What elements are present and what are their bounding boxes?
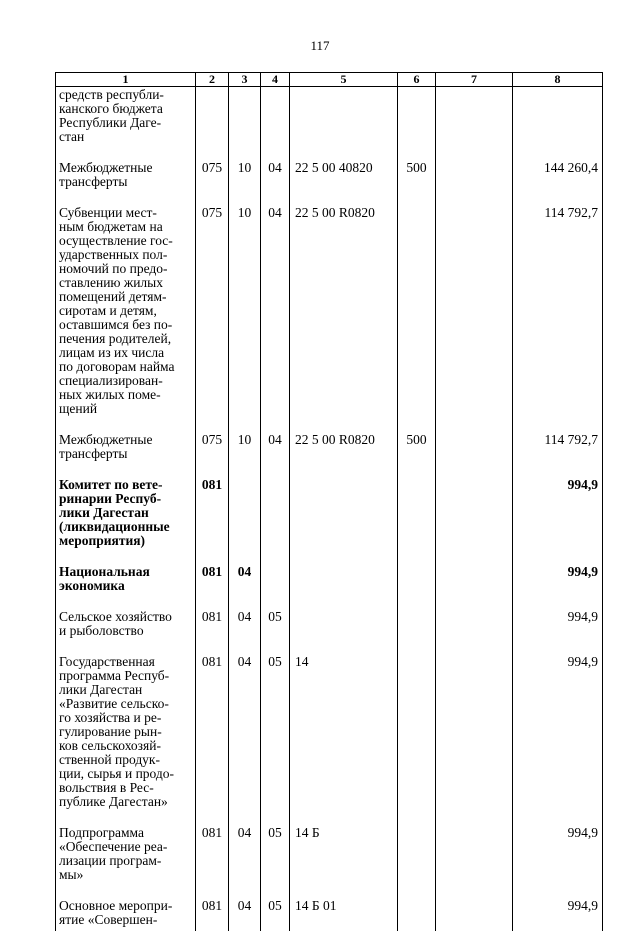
- cell-target-article: 14 Б 01: [290, 897, 398, 931]
- cell-ministry-code: [196, 87, 229, 160]
- budget-table: [55, 72, 603, 931]
- cell-amount: [513, 87, 603, 160]
- cell-amount: 994,9: [513, 897, 603, 931]
- cell-name-line: средств республи-: [59, 88, 193, 102]
- cell-section: 10: [229, 204, 261, 431]
- cell-ministry-code: 081: [196, 653, 229, 824]
- cell-target-article: 14: [290, 653, 398, 824]
- cell-subsection: 04: [261, 159, 290, 204]
- cell-expense-type: [398, 204, 436, 431]
- cell-amount: 994,9: [513, 608, 603, 653]
- cell-expense-type: [398, 653, 436, 824]
- cell-subsection: 05: [261, 897, 290, 931]
- cell-name-line: ставлению жилых: [59, 276, 193, 290]
- cell-name-line: помещений детям-: [59, 290, 193, 304]
- cell-name-line: лики Дагестан: [59, 683, 193, 697]
- cell-col-7: [436, 653, 513, 824]
- cell-name-line: Подпрограмма: [59, 826, 193, 840]
- cell-name-line: стан: [59, 130, 193, 144]
- cell-col-7: [436, 431, 513, 476]
- cell-name-line: мы»: [59, 868, 193, 882]
- cell-ministry-code: 081: [196, 824, 229, 897]
- cell-name-line: вольствия в Рес-: [59, 781, 193, 795]
- cell-name-line: мероприятия): [59, 534, 193, 548]
- cell-expense-type: 500: [398, 431, 436, 476]
- cell-expense-type: [398, 608, 436, 653]
- cell-section: 04: [229, 824, 261, 897]
- col-header-6: 6: [398, 73, 436, 87]
- table-row: [56, 159, 603, 204]
- cell-name-line: лицам из их числа: [59, 346, 193, 360]
- cell-section: 04: [229, 897, 261, 931]
- cell-name-line: Основное меропри-: [59, 899, 193, 913]
- cell-name-line: специализирован-: [59, 374, 193, 388]
- page-number: 117: [0, 38, 640, 54]
- cell-subsection: [261, 87, 290, 160]
- cell-section: 04: [229, 608, 261, 653]
- cell-amount: 114 792,7: [513, 204, 603, 431]
- cell-name: [56, 476, 196, 563]
- table-row: [56, 608, 603, 653]
- cell-name-line: ных жилых поме-: [59, 388, 193, 402]
- cell-target-article: [290, 87, 398, 160]
- cell-name: [56, 824, 196, 897]
- cell-name-line: оставшимся без по-: [59, 318, 193, 332]
- cell-col-7: [436, 159, 513, 204]
- cell-ministry-code: 081: [196, 897, 229, 931]
- cell-name-line: го хозяйства и ре-: [59, 711, 193, 725]
- table-row: [56, 897, 603, 931]
- cell-amount: 994,9: [513, 563, 603, 608]
- cell-name: [56, 608, 196, 653]
- cell-name-line: Национальная: [59, 565, 193, 579]
- cell-name-line: Межбюджетные: [59, 433, 193, 447]
- cell-subsection: 04: [261, 431, 290, 476]
- cell-name-line: «Развитие сельско-: [59, 697, 193, 711]
- cell-name-line: (ликвидационные: [59, 520, 193, 534]
- cell-name-line: щений: [59, 402, 193, 416]
- cell-subsection: [261, 476, 290, 563]
- col-header-7: 7: [436, 73, 513, 87]
- cell-name-line: Субвенции мест-: [59, 206, 193, 220]
- cell-name-line: гулирование рын-: [59, 725, 193, 739]
- table-row: [56, 204, 603, 431]
- cell-target-article: 22 5 00 R0820: [290, 431, 398, 476]
- cell-expense-type: [398, 476, 436, 563]
- cell-name-line: лики Дагестан: [59, 506, 193, 520]
- col-header-5: 5: [290, 73, 398, 87]
- cell-name: [56, 897, 196, 931]
- cell-expense-type: [398, 824, 436, 897]
- cell-col-7: [436, 824, 513, 897]
- cell-name-line: по договорам найма: [59, 360, 193, 374]
- cell-subsection: 05: [261, 653, 290, 824]
- cell-name-line: и рыболовство: [59, 624, 193, 638]
- cell-name-line: печения родителей,: [59, 332, 193, 346]
- cell-name: [56, 159, 196, 204]
- cell-name-line: Межбюджетные: [59, 161, 193, 175]
- cell-expense-type: [398, 897, 436, 931]
- cell-name-line: ринарии Респуб-: [59, 492, 193, 506]
- cell-col-7: [436, 204, 513, 431]
- cell-name: [56, 563, 196, 608]
- cell-col-7: [436, 563, 513, 608]
- cell-target-article: 14 Б: [290, 824, 398, 897]
- cell-name-line: канского бюджета: [59, 102, 193, 116]
- cell-section: 04: [229, 563, 261, 608]
- cell-amount: 114 792,7: [513, 431, 603, 476]
- cell-ministry-code: 081: [196, 476, 229, 563]
- cell-name: [56, 204, 196, 431]
- cell-section: 04: [229, 653, 261, 824]
- cell-name-line: трансферты: [59, 175, 193, 189]
- cell-target-article: [290, 476, 398, 563]
- cell-ministry-code: 081: [196, 608, 229, 653]
- cell-section: 10: [229, 159, 261, 204]
- cell-name-line: трансферты: [59, 447, 193, 461]
- cell-name-line: Государственная: [59, 655, 193, 669]
- cell-name-line: сиротам и детям,: [59, 304, 193, 318]
- table-row: [56, 476, 603, 563]
- cell-name-line: ции, сырья и продо-: [59, 767, 193, 781]
- cell-name-line: ятие «Совершен-: [59, 913, 193, 927]
- col-header-4: 4: [261, 73, 290, 87]
- col-header-3: 3: [229, 73, 261, 87]
- cell-ministry-code: 075: [196, 159, 229, 204]
- cell-name-line: ков сельскохозяй-: [59, 739, 193, 753]
- cell-name: [56, 653, 196, 824]
- table-row: [56, 87, 603, 160]
- table-body: [56, 87, 603, 931]
- cell-section: 10: [229, 431, 261, 476]
- cell-ministry-code: 075: [196, 431, 229, 476]
- cell-name-line: Комитет по вете-: [59, 478, 193, 492]
- cell-subsection: 05: [261, 608, 290, 653]
- col-header-1: 1: [56, 73, 196, 87]
- col-header-2: 2: [196, 73, 229, 87]
- cell-expense-type: [398, 87, 436, 160]
- cell-name-line: программа Респуб-: [59, 669, 193, 683]
- cell-subsection: 05: [261, 824, 290, 897]
- cell-name-line: осуществление гос-: [59, 234, 193, 248]
- table-row: [56, 563, 603, 608]
- cell-amount: 994,9: [513, 476, 603, 563]
- cell-name-line: Республики Даге-: [59, 116, 193, 130]
- cell-expense-type: 500: [398, 159, 436, 204]
- cell-name-line: публике Дагестан»: [59, 795, 193, 809]
- cell-name: [56, 431, 196, 476]
- cell-name-line: ударственных пол-: [59, 248, 193, 262]
- cell-target-article: [290, 608, 398, 653]
- cell-section: [229, 87, 261, 160]
- column-number-row: [56, 73, 603, 87]
- cell-col-7: [436, 608, 513, 653]
- cell-name-line: лизации програм-: [59, 854, 193, 868]
- cell-name-line: ным бюджетам на: [59, 220, 193, 234]
- cell-subsection: [261, 563, 290, 608]
- cell-name-line: экономика: [59, 579, 193, 593]
- table-row: [56, 431, 603, 476]
- cell-col-7: [436, 476, 513, 563]
- cell-amount: 144 260,4: [513, 159, 603, 204]
- cell-name-line: ственной продук-: [59, 753, 193, 767]
- cell-section: [229, 476, 261, 563]
- col-header-8: 8: [513, 73, 603, 87]
- cell-col-7: [436, 87, 513, 160]
- cell-target-article: 22 5 00 40820: [290, 159, 398, 204]
- cell-ministry-code: 075: [196, 204, 229, 431]
- cell-name-line: «Обеспечение реа-: [59, 840, 193, 854]
- cell-subsection: 04: [261, 204, 290, 431]
- table-row: [56, 653, 603, 824]
- cell-name-line: номочий по предо-: [59, 262, 193, 276]
- cell-name: [56, 87, 196, 160]
- cell-target-article: [290, 563, 398, 608]
- cell-ministry-code: 081: [196, 563, 229, 608]
- cell-target-article: 22 5 00 R0820: [290, 204, 398, 431]
- cell-amount: 994,9: [513, 653, 603, 824]
- cell-amount: 994,9: [513, 824, 603, 897]
- cell-expense-type: [398, 563, 436, 608]
- cell-col-7: [436, 897, 513, 931]
- cell-name-line: Сельское хозяйство: [59, 610, 193, 624]
- table-row: [56, 824, 603, 897]
